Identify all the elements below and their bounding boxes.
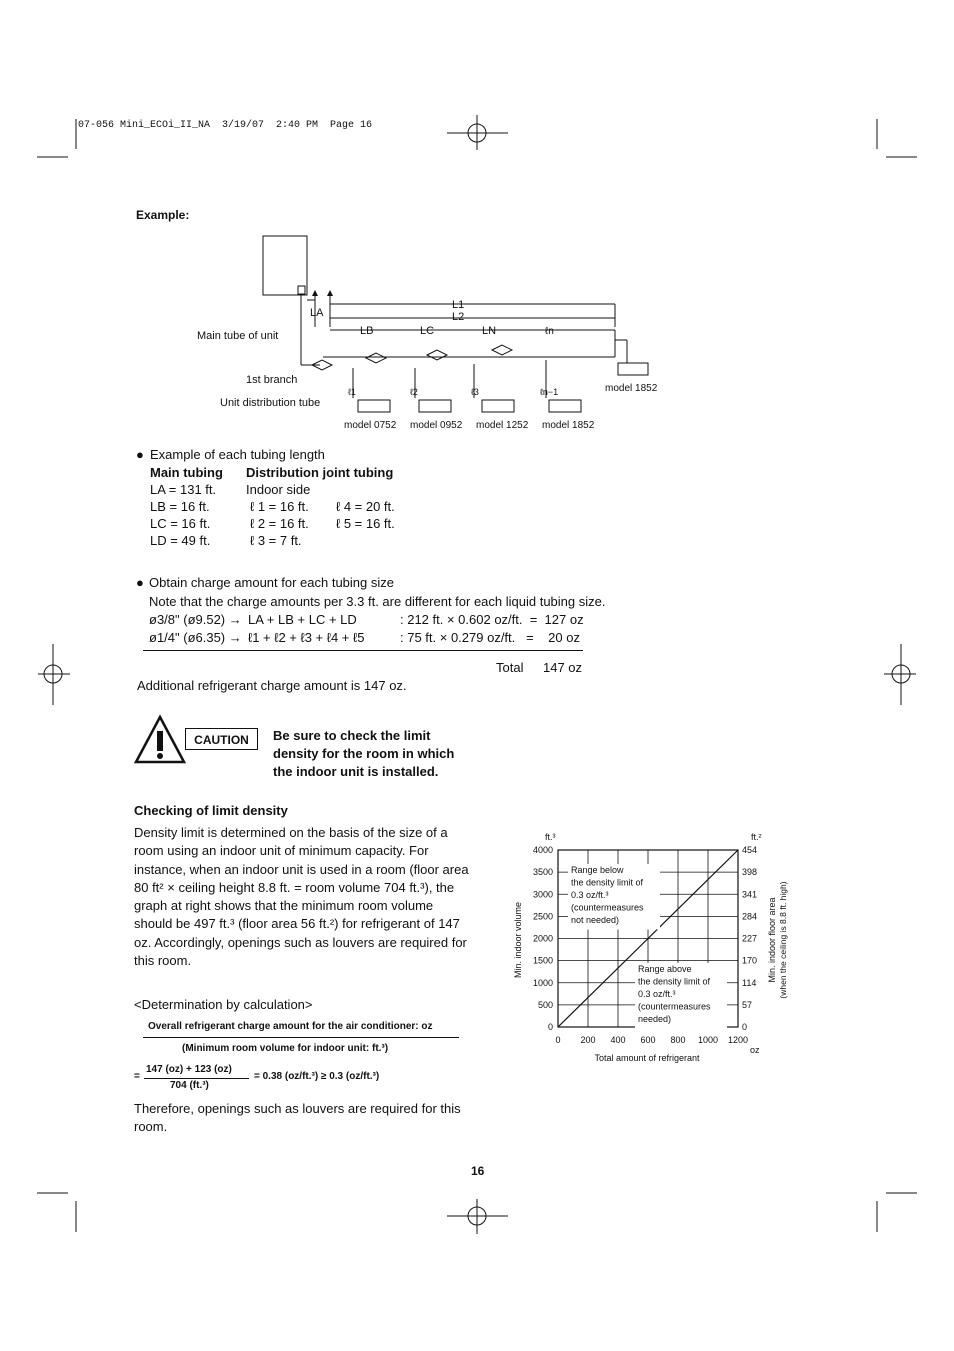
y-tick-label-right: 454 xyxy=(742,845,758,855)
calc-numerator: 147 (oz) + 123 (oz) xyxy=(146,1064,232,1075)
sum-divider xyxy=(143,650,583,651)
y-tick-label-right: 398 xyxy=(742,867,758,878)
annotation-above-limit-line: 0.3 oz/ft.³ xyxy=(638,989,676,999)
y-tick-label-right: 57 xyxy=(742,999,753,1010)
bullet-icon: ● xyxy=(136,575,144,590)
x-unit: oz xyxy=(750,1045,760,1055)
y-tick-label-right: 0 xyxy=(742,1022,748,1032)
label-ell3: ℓ3 xyxy=(471,387,479,397)
row2-calc: : 75 ft. × 0.279 oz/ft. = 20 oz xyxy=(400,630,580,645)
annotation-above-limit-line: (countermeasures xyxy=(638,1001,711,1012)
calc-result: = 0.38 (oz/ft.³) ≥ 0.3 (oz/ft.³) xyxy=(254,1071,380,1082)
conclusion-line: Therefore, openings such as louvers are required for this xyxy=(134,1101,461,1116)
total-label: Total xyxy=(496,660,524,675)
distribution-tubing-heading: Distribution joint tubing xyxy=(246,465,394,480)
y-tick-label: 1000 xyxy=(532,977,553,988)
annotation-below-limit xyxy=(568,864,660,930)
calc-equals: = xyxy=(134,1071,140,1082)
para-line: 80 ft² × ceiling height 8.8 ft. = room volume 704 ft.³), the xyxy=(134,879,455,895)
dist-tubing-value: ℓ 4 = 20 ft. xyxy=(336,499,395,514)
x-tick-label: 1000 xyxy=(697,1035,719,1045)
main-tubing-value: LD = 49 ft. xyxy=(150,533,211,548)
limit-heading: Checking of limit density xyxy=(134,803,288,818)
dist-tubing-value: ℓ 5 = 16 ft. xyxy=(336,516,395,531)
additional-charge: Additional refrigerant charge amount is 147 oz. xyxy=(137,678,407,693)
determination-label: <Determination by calculation> xyxy=(134,997,313,1012)
para-line: oz. Accordingly, openings such as louvers are required for xyxy=(134,934,467,950)
y-axis-label-right: Min. indoor floor area xyxy=(767,897,777,983)
y-tick-label: 2000 xyxy=(532,933,553,944)
x-tick-label: 200 xyxy=(580,1035,596,1045)
annotation-above-limit-line: the density limit of xyxy=(638,976,711,987)
y-tick-label: 4000 xyxy=(532,845,553,855)
charge-title: Obtain charge amount for each tubing size xyxy=(149,575,394,590)
main-tubing-value: LA = 131 ft. xyxy=(150,482,217,497)
caution-label: CAUTION xyxy=(194,733,249,747)
example-heading: Example: xyxy=(136,208,190,222)
y-tick-label-right: 114 xyxy=(742,977,757,988)
main-tubing-value: LC = 16 ft. xyxy=(150,516,211,531)
y-tick-label: 500 xyxy=(537,999,553,1010)
label-model-far: model 1852 xyxy=(605,383,658,394)
row1-size: ø3/8" (ø9.52) → xyxy=(149,612,242,627)
label-main-tube: Main tube of unit xyxy=(197,330,279,342)
calc-divider xyxy=(144,1078,249,1079)
y-axis-label-right-note: (when the ceiling is 8.8 ft. high) xyxy=(778,881,788,999)
dist-tubing-value: ℓ 2 = 16 ft. xyxy=(250,516,309,531)
caution-text: density for the room in which xyxy=(273,746,455,761)
x-tick-label: 600 xyxy=(640,1035,656,1045)
charge-note: Note that the charge amounts per 3.3 ft. are different for each liquid tubing size. xyxy=(149,594,606,609)
para-line: this room. xyxy=(134,953,192,969)
main-tubing-heading: Main tubing xyxy=(150,465,223,480)
y-unit-right: ft.² xyxy=(751,832,762,842)
page-number: 16 xyxy=(471,1164,485,1178)
formula-numerator: Overall refrigerant charge amount for the air conditioner: oz xyxy=(148,1021,433,1032)
label-ell2: ℓ2 xyxy=(410,387,418,397)
y-tick-label: 0 xyxy=(547,1022,553,1032)
caution-badge xyxy=(185,728,258,750)
x-tick-label: 400 xyxy=(610,1035,626,1045)
caution-text: Be sure to check the limit xyxy=(273,728,431,743)
x-axis-label: Total amount of refrigerant xyxy=(594,1053,700,1063)
formula-denominator: (Minimum room volume for indoor unit: ft.³) xyxy=(182,1043,389,1054)
y-tick-label-right: 227 xyxy=(742,933,758,944)
row1-calc: : 212 ft. × 0.602 oz/ft. = 127 oz xyxy=(400,612,584,627)
formula-divider xyxy=(143,1037,459,1038)
x-tick-label: 800 xyxy=(670,1035,686,1045)
y-tick-label-right: 170 xyxy=(742,955,758,966)
print-slug: 07-056 Mini_ECOi_II_NA 3/19/07 2:40 PM Page 16 xyxy=(78,120,373,131)
total-value: 147 oz xyxy=(543,660,583,675)
label-la: LA xyxy=(310,307,324,319)
bullet-icon: ● xyxy=(136,447,144,462)
row1-sum: LA + LB + LC + LD xyxy=(248,612,357,627)
label-l2: L2 xyxy=(452,311,465,323)
y-tick-label: 2500 xyxy=(532,911,553,922)
annotation-below-limit-line: not needed) xyxy=(571,915,620,925)
label-lc: LC xyxy=(420,325,435,337)
annotation-above-limit-line: needed) xyxy=(638,1014,672,1024)
label-first-branch: 1st branch xyxy=(246,374,298,386)
density-chart xyxy=(505,825,795,1070)
label-ln: LN xyxy=(482,325,497,337)
y-tick-label: 3000 xyxy=(532,889,553,900)
conclusion-line: room. xyxy=(134,1119,168,1134)
calc-denominator: 704 (ft.³) xyxy=(170,1080,209,1091)
label-model: model 1252 xyxy=(476,420,529,431)
annotation-above-limit xyxy=(635,963,727,1029)
label-elln: ℓn xyxy=(545,326,554,337)
label-lb: LB xyxy=(360,325,374,337)
main-tubing-value: LB = 16 ft. xyxy=(150,499,210,514)
annotation-below-limit-line: 0.3 oz/ft.³ xyxy=(571,890,609,900)
para-line: Density limit is determined on the basis of the size of a xyxy=(134,825,448,840)
y-tick-label-right: 284 xyxy=(742,911,758,922)
caution-text: the indoor unit is installed. xyxy=(273,764,439,779)
label-model: model 0952 xyxy=(410,420,463,431)
dist-tubing-value: ℓ 1 = 16 ft. xyxy=(250,499,309,514)
para-line: room using an indoor unit of minimum capacity. For xyxy=(134,843,429,859)
para-line: graph at right shows that the minimum room volume xyxy=(134,898,434,914)
y-tick-label: 1500 xyxy=(532,955,553,966)
warning-triangle-icon xyxy=(133,714,187,766)
y-tick-label: 3500 xyxy=(532,867,553,878)
tubing-title: Example of each tubing length xyxy=(150,447,325,462)
annotation-below-limit-line: the density limit of xyxy=(571,877,644,888)
para-line: should be 497 ft.³ (floor area 56 ft.²) for refrigerant of 147 xyxy=(134,916,460,932)
y-unit-left: ft.³ xyxy=(545,832,556,842)
label-unit-distribution-tube: Unit distribution tube xyxy=(220,397,321,409)
label-model: model 1852 xyxy=(542,420,595,431)
annotation-above-limit-line: Range above xyxy=(638,964,692,974)
annotation-below-limit-line: Range below xyxy=(571,865,624,875)
y-tick-label-right: 341 xyxy=(742,889,758,900)
row2-size: ø1/4" (ø6.35) → xyxy=(149,630,242,645)
label-elln1: ℓn−1 xyxy=(540,387,559,397)
label-model: model 0752 xyxy=(344,420,397,431)
indoor-side-label: Indoor side xyxy=(246,482,311,497)
dist-tubing-value: ℓ 3 = 7 ft. xyxy=(250,533,302,548)
row2-sum: ℓ1 + ℓ2 + ℓ3 + ℓ4 + ℓ5 xyxy=(248,630,365,645)
label-l1: L1 xyxy=(452,299,465,311)
annotation-below-limit-line: (countermeasures xyxy=(571,902,644,913)
y-axis-label: Min. indoor volume xyxy=(513,901,523,979)
x-tick-label: 1200 xyxy=(727,1035,749,1045)
label-ell1: ℓ1 xyxy=(348,387,356,397)
para-line: instance, when an indoor unit is used in a room (floor area xyxy=(134,861,469,877)
limit-paragraph xyxy=(134,824,479,970)
x-tick-label: 0 xyxy=(555,1035,561,1045)
